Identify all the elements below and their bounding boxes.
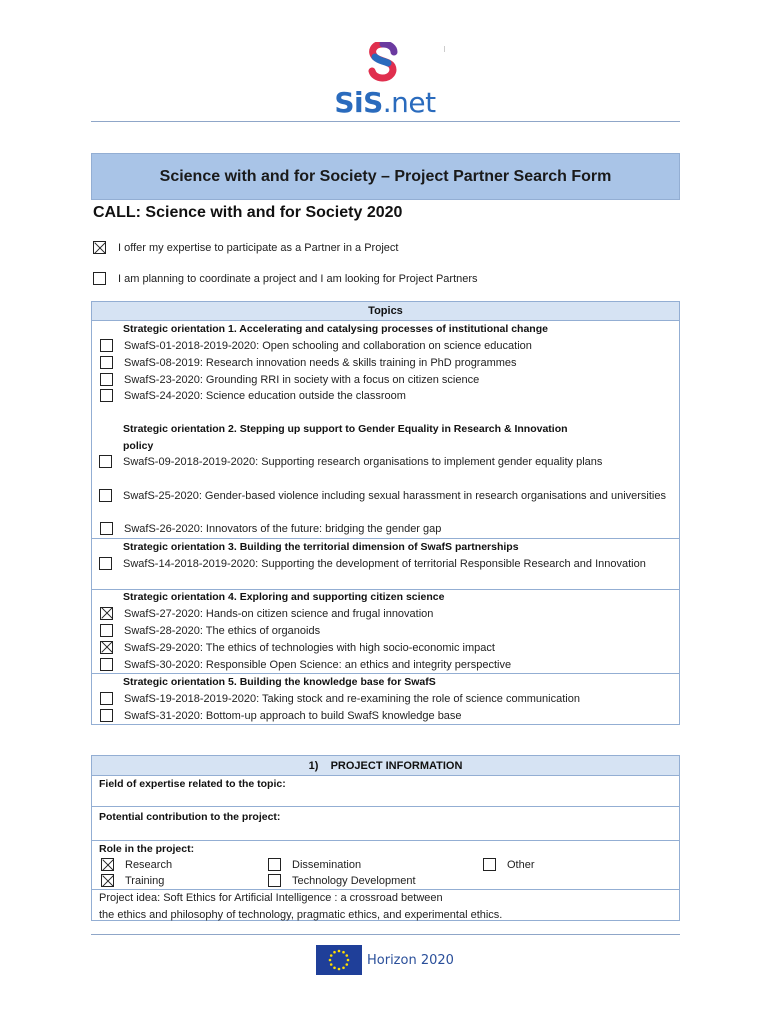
role-dissemination-option[interactable]: Dissemination (268, 858, 361, 871)
topic-item[interactable]: SwafS-14-2018-2019-2020: Supporting the development of territorial Responsible Research and Innovation (99, 556, 667, 573)
topic-item[interactable]: SwafS-08-2019: Research innovation needs & skills training in PhD programmes (100, 355, 517, 372)
topic-item[interactable]: SwafS-27-2020: Hands-on citizen science and frugal innovation (100, 606, 433, 623)
project-info-table (91, 755, 680, 921)
eu-star-icon (330, 954, 333, 957)
horizon-2020-text: Horizon 2020 (367, 952, 454, 968)
topics-table (91, 301, 680, 725)
topic-item[interactable]: SwafS-28-2020: The ethics of organoids (100, 623, 320, 640)
topic-checkbox[interactable] (100, 389, 113, 402)
header-divider (91, 121, 680, 122)
topic-checkbox[interactable] (99, 455, 112, 468)
offer-partner-checkbox[interactable] (93, 241, 106, 254)
topic-checkbox[interactable] (99, 489, 112, 502)
topic-checkbox[interactable] (100, 607, 113, 620)
offer-partner-label: I offer my expertise to participate as a Partner in a Project (118, 241, 399, 254)
strategic-orientation-5: Strategic orientation 5. Building the knowledge base for SwafS (123, 676, 436, 688)
offer-coordinate-checkbox[interactable] (93, 272, 106, 285)
topic-item[interactable]: SwafS-26-2020: Innovators of the future: bridging the gender gap (100, 521, 441, 538)
topic-checkbox[interactable] (100, 641, 113, 654)
form-title: Science with and for Society – Project Partner Search Form (91, 153, 680, 200)
strategic-orientation-3: Strategic orientation 3. Building the territorial dimension of SwafS partnerships (123, 541, 519, 553)
role-other-option[interactable]: Other (483, 858, 535, 871)
eu-star-icon (330, 963, 333, 966)
sisnet-logo-text: SiS.net (334, 86, 436, 119)
topic-item[interactable]: SwafS-19-2018-2019-2020: Taking stock and re-examining the role of science communication (100, 691, 580, 708)
eu-star-icon (345, 963, 348, 966)
role-research-option[interactable]: Research (101, 858, 172, 871)
strategic-orientation-2: Strategic orientation 2. Stepping up support to Gender Equality in Research & Innovation (123, 423, 568, 435)
offer-partner-option[interactable] (93, 241, 398, 254)
horizon-2020-logo (316, 944, 456, 976)
role-techdev-checkbox[interactable] (268, 874, 281, 887)
eu-star-icon (338, 950, 341, 953)
table-divider (92, 840, 679, 841)
role-training-option[interactable]: Training (101, 874, 164, 887)
offer-coordinate-option[interactable] (93, 272, 478, 285)
topic-item[interactable]: SwafS-31-2020: Bottom-up approach to build SwafS knowledge base (100, 708, 462, 725)
topics-header: Topics (92, 302, 679, 321)
project-idea (99, 890, 669, 924)
eu-star-icon (338, 968, 341, 971)
role-training-checkbox[interactable] (101, 874, 114, 887)
eu-star-icon (333, 951, 336, 954)
sisnet-logo (326, 42, 444, 122)
role-label: Role in the project: (99, 843, 195, 855)
role-research-checkbox[interactable] (101, 858, 114, 871)
project-idea-line-2: the ethics and philosophy of technology, pragmatic ethics, and experimental ethics. (99, 909, 503, 921)
role-dissemination-checkbox[interactable] (268, 858, 281, 871)
strategic-orientation-1: Strategic orientation 1. Accelerating and catalysing processes of institutional change (123, 323, 548, 335)
decorative-mark (444, 46, 445, 52)
topic-checkbox[interactable] (100, 373, 113, 386)
topic-item[interactable]: SwafS-29-2020: The ethics of technologies with high socio-economic impact (100, 640, 495, 657)
eu-star-icon (333, 966, 336, 969)
call-title: CALL: Science with and for Society 2020 (93, 204, 403, 221)
topic-checkbox[interactable] (100, 658, 113, 671)
eu-star-icon (342, 951, 345, 954)
eu-star-icon (347, 959, 350, 962)
strategic-orientation-2-cont: policy (123, 440, 154, 452)
role-other-checkbox[interactable] (483, 858, 496, 871)
topic-item[interactable]: SwafS-30-2020: Responsible Open Science: an ethics and integrity perspective (100, 657, 511, 674)
topic-checkbox[interactable] (100, 522, 113, 535)
offer-coordinate-label: I am planning to coordinate a project and I am looking for Project Partners (118, 272, 478, 285)
eu-star-icon (345, 954, 348, 957)
topic-checkbox[interactable] (100, 624, 113, 637)
sisnet-logo-mark-icon (366, 42, 400, 86)
topic-checkbox[interactable] (100, 356, 113, 369)
eu-star-icon (329, 959, 332, 962)
topic-item[interactable]: SwafS-24-2020: Science education outside the classroom (100, 388, 406, 405)
eu-flag-icon (316, 945, 362, 975)
topic-checkbox[interactable] (100, 339, 113, 352)
field-of-expertise-label: Field of expertise related to the topic: (99, 778, 286, 790)
topic-checkbox[interactable] (99, 557, 112, 570)
table-divider (92, 806, 679, 807)
strategic-orientation-4: Strategic orientation 4. Exploring and supporting citizen science (123, 591, 445, 603)
topic-checkbox[interactable] (100, 709, 113, 722)
topic-item[interactable]: SwafS-09-2018-2019-2020: Supporting research organisations to implement gender equality plans (99, 454, 667, 471)
potential-contribution-label: Potential contribution to the project: (99, 811, 281, 823)
topic-item[interactable]: SwafS-23-2020: Grounding RRI in society with a focus on citizen science (100, 372, 479, 389)
project-info-header: 1) PROJECT INFORMATION (92, 756, 679, 776)
footer-divider (91, 934, 680, 935)
topic-item[interactable]: SwafS-01-2018-2019-2020: Open schooling and collaboration on science education (100, 338, 532, 355)
topic-checkbox[interactable] (100, 692, 113, 705)
eu-star-icon (342, 966, 345, 969)
topic-item[interactable]: SwafS-25-2020: Gender-based violence including sexual harassment in research organisations and universities (99, 488, 667, 505)
project-idea-line-1: Project idea: Soft Ethics for Artificial Intelligence : a crossroad between (99, 892, 443, 904)
role-techdev-option[interactable]: Technology Development (268, 874, 416, 887)
